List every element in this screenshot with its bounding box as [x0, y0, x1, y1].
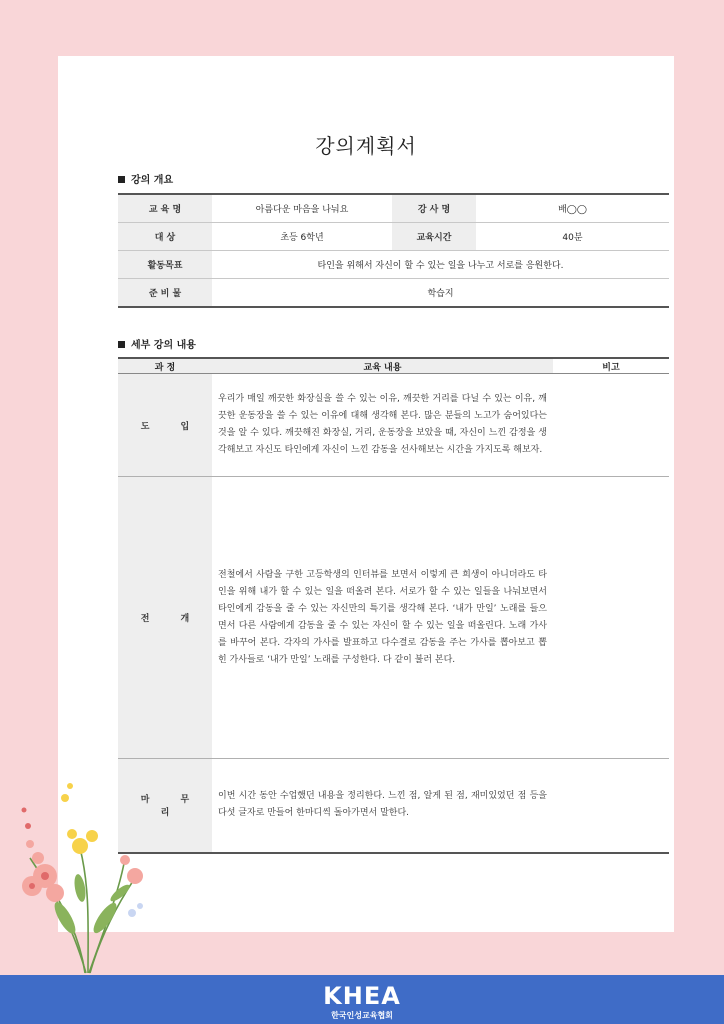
note-closing [553, 759, 669, 853]
stage-development: 전 개 [118, 477, 212, 759]
table-row [118, 374, 669, 477]
square-bullet-icon [118, 341, 125, 348]
document-title: 강의계획서 [315, 134, 417, 158]
value-instructor: 배◯◯ [476, 194, 669, 223]
note-development [553, 477, 669, 759]
header-stage: 과 정 [118, 358, 212, 374]
value-target: 초등 6학년 [212, 223, 392, 251]
content-intro: 우리가 매일 깨끗한 화장실을 쓸 수 있는 이유, 깨끗한 거리를 다닐 수 있는 이유, 깨끗한 운동장을 쓸 수 있는 이유에 대해 생각해 본다. 많은 분들의 노고가 숨어있다는 것을 알 수 있다. 깨끗해진 화장실, 거리, 운동장을 보았을 때, 자신이 느낀 감정을 생각해보고 자신도 타인에게 자신이 느낀 감동을 선사해보는 시간을 가지도록 해보자. [212, 374, 553, 477]
label-target: 대 상 [118, 223, 212, 251]
label-materials: 준 비 물 [118, 279, 212, 308]
stage-closing: 마 무 리 [118, 759, 212, 853]
note-intro [553, 374, 669, 477]
header-content: 교육 내용 [212, 358, 553, 374]
table-row [118, 194, 669, 223]
header-note: 비고 [553, 358, 669, 374]
stage-intro: 도 입 [118, 374, 212, 477]
value-course-name: 아름다운 마음을 나눠요 [212, 194, 392, 223]
value-goal: 타인을 위해서 자신이 할 수 있는 일을 나누고 서로를 응원한다. [212, 251, 669, 279]
table-header-row [118, 358, 669, 374]
table-row [118, 223, 669, 251]
details-table [118, 357, 669, 854]
label-instructor: 강 사 명 [392, 194, 476, 223]
details-heading [118, 336, 196, 351]
overview-heading-text: 강의 개요 [131, 175, 174, 186]
label-course-name: 교 육 명 [118, 194, 212, 223]
details-heading-text: 세부 강의 내용 [131, 340, 196, 351]
khea-logo: KHEA [323, 982, 401, 1010]
label-goal: 활동목표 [118, 251, 212, 279]
table-row [118, 279, 669, 308]
label-duration: 교육시간 [392, 223, 476, 251]
content-closing: 이번 시간 동안 수업했던 내용을 정리한다. 느낀 점, 알게 된 점, 재미있었던 점 등을 다섯 글자로 만들어 한마디씩 돌아가면서 말한다. [212, 759, 553, 853]
content-development: 전철에서 사람을 구한 고등학생의 인터뷰를 보면서 이렇게 큰 희생이 아니더라도 타인을 위해 내가 할 수 있는 일을 떠올려 본다. 서로가 할 수 있는 일들을 나눠보면서 타인에게 감동을 줄 수 있는 자신만의 특기를 생각해 본다. ‘내가 만일’ 노래를 들으면서 다른 사람에게 감동을 줄 수 있는 자신이 할 수 있는 일을 떠올린다. 노래 가사를 바꾸어 본다. 각자의 가사를 발표하고 다수결로 감동을 주는 가사를 뽑아보고 뽑힌 가사들로 ‘내가 만일’ 노래를 구성한다. 다 같이 불러 본다. [212, 477, 553, 759]
value-duration: 40분 [476, 223, 669, 251]
table-row [118, 251, 669, 279]
flower-bouquet-decoration [10, 768, 160, 978]
footer-bar [0, 975, 724, 1024]
value-materials: 학습지 [212, 279, 669, 308]
table-row [118, 477, 669, 759]
table-row [118, 759, 669, 853]
overview-heading [118, 171, 173, 186]
square-bullet-icon [118, 176, 125, 183]
overview-table [118, 193, 669, 308]
organization-name: 한국인성교육협회 [331, 1011, 393, 1020]
